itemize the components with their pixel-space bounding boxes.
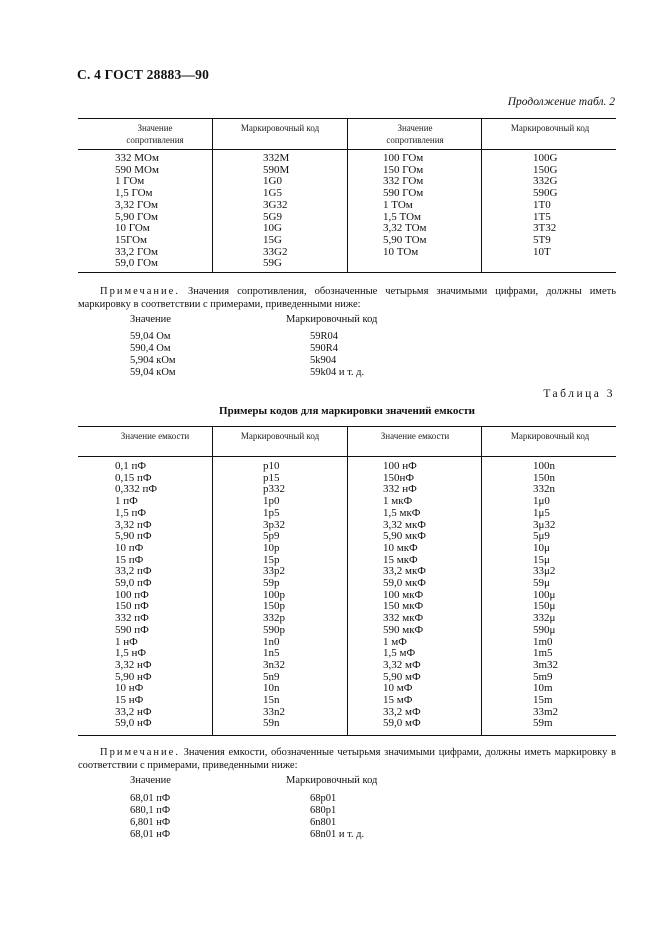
table3-header-code-2: Маркировочный код	[510, 431, 590, 441]
table-cell: 59,04 Ом	[130, 331, 171, 342]
table-cell: 1,5 мкФ	[383, 506, 421, 519]
table-cell: 3,32 ГОм	[115, 198, 158, 211]
table-cell: 332μ	[533, 612, 556, 625]
table-cell: 1μ0	[533, 495, 550, 508]
table2-header-code-1: Маркировочный код	[240, 123, 320, 133]
table-cell: 5,90 ТОм	[383, 233, 427, 246]
table2-header-value-2: Значение сопротивления	[386, 123, 444, 145]
table-cell: 150 мкФ	[383, 600, 424, 613]
table3-header-value-2: Значение емкости	[380, 431, 450, 441]
table-cell: 10 ГОм	[115, 222, 150, 235]
table-continuation-label: Продолжение табл. 2	[507, 96, 615, 108]
table-cell: 5n9	[263, 670, 280, 683]
table-cell: 15 нФ	[115, 694, 144, 707]
table-cell: 59m	[533, 717, 553, 730]
table-cell: 15μ	[533, 553, 550, 566]
table-cell: 1 мФ	[383, 635, 407, 648]
table-cell: 3,32 нФ	[115, 658, 152, 671]
table-cell: 59,0 пФ	[115, 577, 152, 590]
note2-text: Значения емкости, обозначенные четырьмя значимыми цифрами, должны иметь маркировку в соответствии с примерами, приведенными ниже:	[78, 747, 616, 771]
table-cell: 10T	[533, 245, 551, 258]
table-cell: 33p2	[263, 565, 285, 578]
table-cell: 150 пФ	[115, 600, 149, 613]
table-cell: 332M	[263, 152, 290, 164]
table-cell: 33,2 ГОм	[115, 245, 158, 258]
note1-value-label: Значение	[130, 314, 171, 325]
table-cell: 10 ТОм	[383, 245, 419, 258]
note2-lead: Примечание.	[100, 747, 180, 758]
table-cell: 1T0	[533, 198, 551, 211]
table-cell: 150μ	[533, 600, 556, 613]
table-cell: 1n0	[263, 635, 280, 648]
table-cell: 59n	[263, 717, 280, 730]
table-cell: 0,1 пФ	[115, 460, 147, 472]
table-cell: 1p5	[263, 506, 280, 519]
table-cell: 33n2	[263, 705, 285, 718]
table-cell: 680,1 пФ	[130, 805, 171, 816]
table-cell: 33m2	[533, 705, 559, 718]
table-cell: p10	[263, 460, 280, 472]
table-cell: 6n801	[310, 817, 337, 828]
table-cell: 1 мкФ	[383, 495, 413, 508]
table-cell: 33,2 нФ	[115, 705, 152, 718]
table-cell: 1G0	[263, 175, 282, 188]
table-cell: 15G	[263, 233, 282, 246]
table2-header-value-1: Значение сопротивления	[126, 123, 184, 145]
table-cell: 3,32 мФ	[383, 658, 421, 671]
table-cell: 590μ	[533, 623, 556, 636]
note2-value-label: Значение	[130, 775, 171, 786]
table3-column-values-1	[115, 461, 157, 730]
table-cell: 33μ2	[533, 565, 556, 578]
table-cell: 10 мкФ	[383, 541, 418, 554]
table-cell: 15n	[263, 694, 280, 707]
table-cell: 15ГОм	[115, 233, 147, 246]
table-cell: 590 пФ	[115, 623, 149, 636]
table-cell: 5μ9	[533, 530, 550, 543]
table-cell: 1p0	[263, 495, 280, 508]
table-cell: 5,90 мкФ	[383, 530, 426, 543]
table-cell: 100p	[263, 588, 285, 601]
table3-bottom-rule	[78, 735, 616, 736]
table-cell: 332 пФ	[115, 612, 149, 625]
table-cell: 0,15 пФ	[115, 471, 152, 484]
table-cell: 5m9	[533, 670, 553, 683]
table-cell: 1G5	[263, 187, 282, 200]
table-cell: 10G	[263, 222, 282, 235]
table-cell: 100 пФ	[115, 588, 149, 601]
table-cell: 680p1	[310, 805, 337, 816]
table-cell: 5T9	[533, 233, 551, 246]
table-cell: 59,0 мФ	[383, 717, 421, 730]
table-cell: 332n	[533, 483, 555, 496]
table-cell: 590 мкФ	[383, 623, 424, 636]
table-cell: 59,0 ГОм	[115, 257, 158, 270]
table2-divider-2	[347, 118, 348, 272]
table-cell: 59,0 нФ	[115, 717, 152, 730]
table2-divider-1	[212, 118, 213, 272]
table-cell: 68,01 нФ	[130, 829, 171, 840]
table-cell: 1 нФ	[115, 635, 138, 648]
table-cell: 150p	[263, 600, 285, 613]
table-cell: 590 ГОм	[383, 187, 424, 200]
table-cell: 0,332 пФ	[115, 483, 158, 496]
table-cell: 1,5 мФ	[383, 647, 416, 660]
table-cell: p332	[263, 483, 285, 496]
table-cell: 33,2 пФ	[115, 565, 152, 578]
table-cell: 3T32	[533, 222, 557, 235]
table-cell: 5,90 нФ	[115, 670, 152, 683]
table3-column-codes-2	[533, 461, 558, 730]
table-cell: 1,5 ТОм	[383, 210, 421, 223]
table-cell: 59p	[263, 577, 280, 590]
table-cell: 1,5 ГОм	[115, 187, 153, 200]
table-cell: 100n	[533, 460, 555, 472]
note2-paragraph	[78, 746, 616, 772]
table-cell: 150n	[533, 471, 555, 484]
table-cell: 68,01 пФ	[130, 793, 171, 804]
table-cell: 1T5	[533, 210, 551, 223]
note1-code-label: Маркировочный код	[286, 314, 378, 325]
table-cell: 3,32 ТОм	[383, 222, 427, 235]
table-cell: 100μ	[533, 588, 556, 601]
table-cell: 590R4	[310, 343, 339, 354]
table2-column-values-1	[115, 153, 159, 270]
table-cell: 1m5	[533, 647, 553, 660]
table3-column-values-2	[383, 461, 426, 730]
note2-code-list	[310, 793, 364, 841]
table-cell: 332p	[263, 612, 285, 625]
table-cell: 10n	[263, 682, 280, 695]
table-cell: 1μ5	[533, 506, 550, 519]
table-cell: 1,5 пФ	[115, 506, 147, 519]
table3-divider-3	[481, 426, 482, 735]
table3-divider-1	[212, 426, 213, 735]
table-cell: 33G2	[263, 245, 288, 258]
table-cell: 59μ	[533, 577, 550, 590]
table2-divider-3	[481, 118, 482, 272]
table-cell: 5,904 кОм	[130, 355, 176, 366]
table-cell: 332 нФ	[383, 483, 417, 496]
table3-header-code-1: Маркировочный код	[240, 431, 320, 441]
table-cell: 15 пФ	[115, 553, 144, 566]
table-cell: 590p	[263, 623, 285, 636]
table-cell: 332 МОм	[115, 152, 159, 164]
table-cell: 3p32	[263, 518, 285, 531]
table-cell: 3n32	[263, 658, 285, 671]
table3-divider-2	[347, 426, 348, 735]
table-cell: 332G	[533, 175, 558, 188]
table3-title: Примеры кодов для маркировки значений емкости	[219, 405, 475, 417]
table-cell: 15 мкФ	[383, 553, 418, 566]
table-cell: 332 мкФ	[383, 612, 424, 625]
table-cell: 3m32	[533, 658, 559, 671]
table-cell: 10 нФ	[115, 682, 144, 695]
table-cell: 5G9	[263, 210, 282, 223]
table-cell: 1n5	[263, 647, 280, 660]
table-cell: 150нФ	[383, 471, 415, 484]
table2-column-codes-2	[533, 153, 557, 258]
table-cell: 3,32 мкФ	[383, 518, 426, 531]
table-cell: 150 ГОм	[383, 163, 424, 176]
table2-column-values-2	[383, 153, 426, 258]
table-cell: 3,32 пФ	[115, 518, 152, 531]
table-cell: 5p9	[263, 530, 280, 543]
table-cell: 15p	[263, 553, 280, 566]
note2-code-label: Маркировочный код	[286, 775, 378, 786]
table-cell: 15 мФ	[383, 694, 413, 707]
note1-lead: Примечание.	[100, 286, 180, 297]
table-cell: 15m	[533, 694, 553, 707]
table-cell: 5,90 ГОм	[115, 210, 158, 223]
table-cell: 10 мФ	[383, 682, 413, 695]
table2-column-codes-1	[263, 153, 289, 270]
table-cell: 10p	[263, 541, 280, 554]
table-cell: 150G	[533, 163, 558, 176]
table-cell: 59,0 мкФ	[383, 577, 426, 590]
table-cell: 5k904	[310, 355, 337, 366]
table-cell: p15	[263, 471, 280, 484]
table2-header-code-2: Маркировочный код	[510, 123, 590, 133]
table-cell: 332 ГОм	[383, 175, 424, 188]
table-cell: 68p01	[310, 793, 337, 804]
table-cell: 59R04	[310, 331, 339, 342]
table2-bottom-rule	[78, 272, 616, 273]
table-cell: 10μ	[533, 541, 550, 554]
note1-text: Значения сопротивления, обозначенные четырьмя значимыми цифрами, должны иметь маркировку в соответствии с примерами, приведенными ниже:	[78, 286, 616, 310]
note2-value-list	[130, 793, 170, 841]
table-cell: 1 пФ	[115, 495, 138, 508]
table-cell: 100 мкФ	[383, 588, 424, 601]
table-cell: 10m	[533, 682, 553, 695]
table3-label: Таблица 3	[543, 388, 615, 400]
page-header: С. 4 ГОСТ 28883—90	[77, 67, 210, 82]
table-cell: 3μ32	[533, 518, 556, 531]
table-cell: 6,801 нФ	[130, 817, 171, 828]
table-cell: 33,2 мкФ	[383, 565, 426, 578]
table-cell: 1 ТОм	[383, 198, 413, 211]
table-cell: 590G	[533, 187, 558, 200]
table-cell: 33,2 мФ	[383, 705, 421, 718]
table-cell: 1 ГОм	[115, 175, 145, 188]
note1-code-list	[310, 331, 364, 379]
table-cell: 68n01 и т. д.	[310, 829, 365, 840]
table-cell: 590M	[263, 163, 290, 176]
table-cell: 3G32	[263, 198, 288, 211]
table-cell: 1,5 нФ	[115, 647, 147, 660]
note1-value-list	[130, 331, 176, 379]
table-cell: 100 нФ	[383, 460, 417, 472]
table-cell: 590,4 Ом	[130, 343, 171, 354]
table-cell: 59k04 и т. д.	[310, 367, 365, 378]
table3-header-value-1: Значение емкости	[120, 431, 190, 441]
table-cell: 100G	[533, 152, 558, 164]
table-cell: 590 МОм	[115, 163, 159, 176]
note1-paragraph	[78, 285, 616, 311]
table-cell: 59,04 кОм	[130, 367, 176, 378]
table-cell: 10 пФ	[115, 541, 144, 554]
table3-column-codes-1	[263, 461, 285, 730]
table-cell: 5,90 мФ	[383, 670, 421, 683]
table-cell: 5,90 пФ	[115, 530, 152, 543]
table-cell: 59G	[263, 257, 282, 270]
table-cell: 1m0	[533, 635, 553, 648]
table-cell: 100 ГОм	[383, 152, 424, 164]
